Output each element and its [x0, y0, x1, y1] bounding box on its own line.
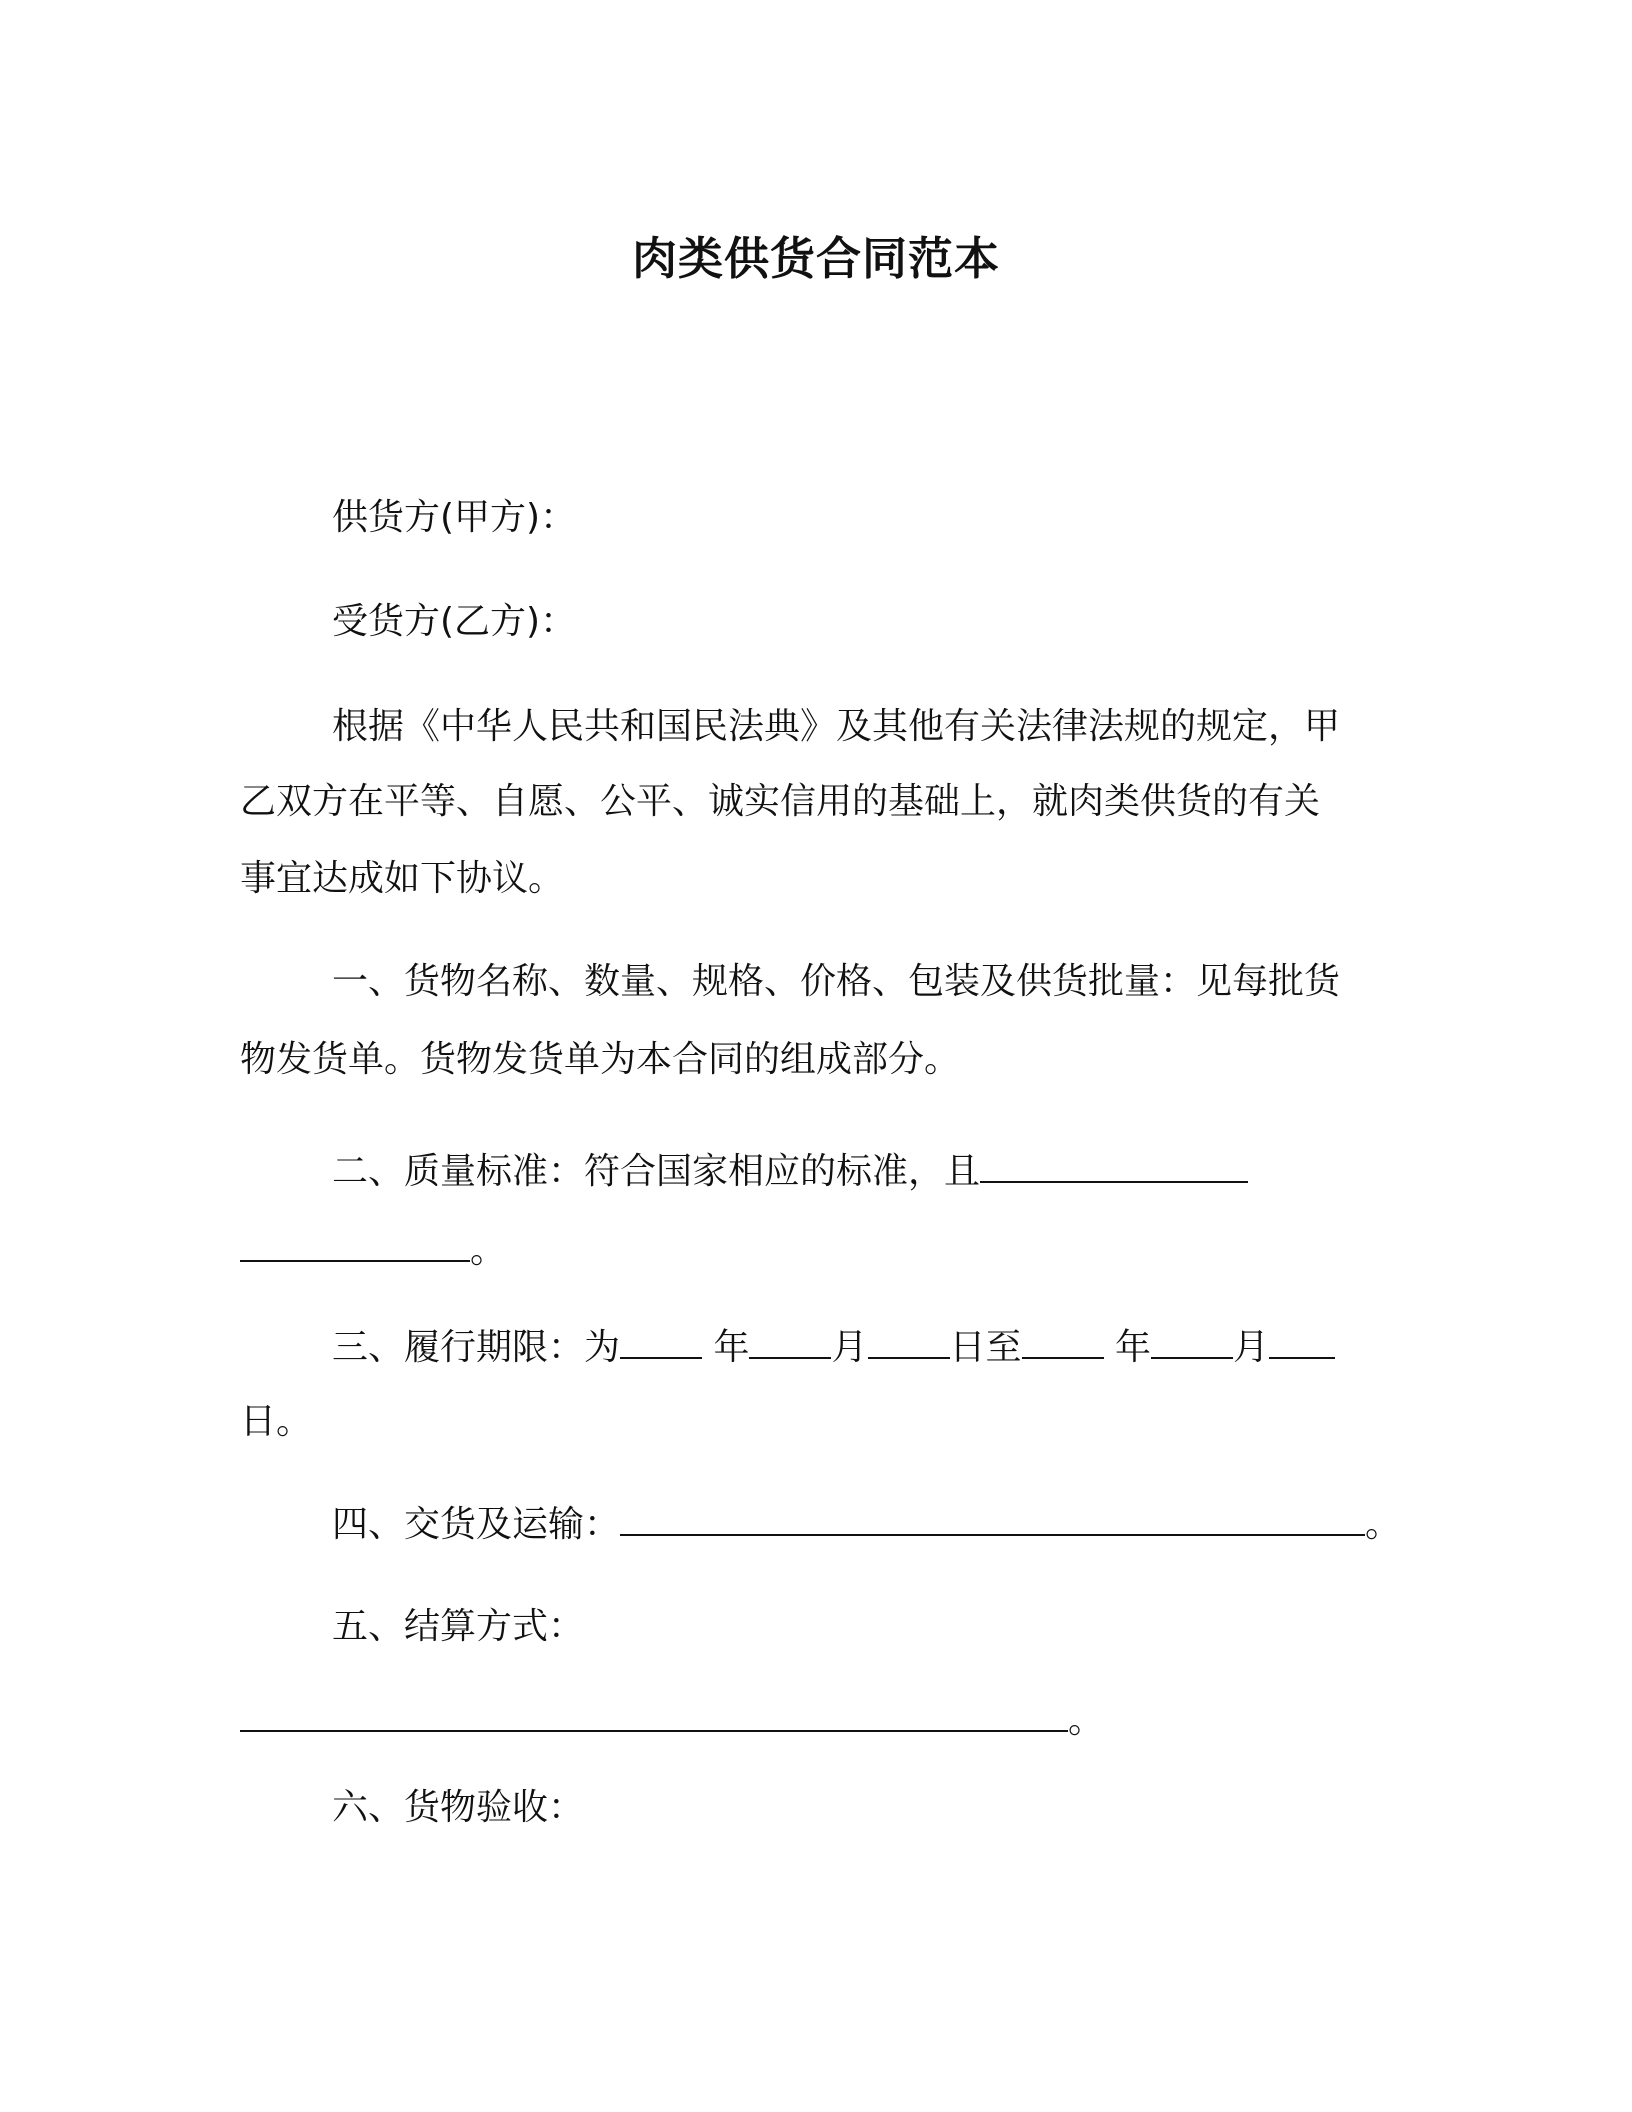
- settlement-blank[interactable]: [240, 1696, 1068, 1732]
- end-day-blank[interactable]: [1269, 1323, 1335, 1359]
- party-a-label: 供货方(甲方)：: [332, 497, 577, 538]
- preamble-line-2: 乙双方在平等、自愿、公平、诚实信用的基础上，就肉类供货的有关: [240, 781, 1321, 822]
- end-year-blank[interactable]: [1022, 1323, 1104, 1359]
- end-year-label: 年: [1114, 1327, 1151, 1368]
- start-year-label: 年: [713, 1327, 750, 1368]
- party-b-label: 受货方(乙方)：: [332, 601, 577, 642]
- clause-2-end: 。: [470, 1230, 507, 1271]
- end-month-label: 月: [1232, 1327, 1269, 1368]
- day-to-label: 日至: [949, 1327, 1022, 1368]
- clause-6-lead: 六、货物验收：: [332, 1787, 585, 1828]
- clause-2-lead: 二、质量标准：符合国家相应的标准，且: [332, 1151, 981, 1192]
- start-month-blank[interactable]: [749, 1323, 831, 1359]
- clause-4-end: 。: [1365, 1504, 1402, 1545]
- clause-5-end: 。: [1068, 1700, 1105, 1741]
- delivery-transport-blank[interactable]: [620, 1500, 1365, 1536]
- clause-3-line-2: 日。: [240, 1401, 313, 1442]
- clause-4-line: [332, 1500, 1401, 1547]
- document-title: 肉类供货合同范本: [631, 232, 1000, 285]
- clause-2-line-2: [240, 1226, 506, 1273]
- start-month-label: 月: [831, 1327, 868, 1368]
- clause-1-line-1: 一、货物名称、数量、规格、价格、包装及供货批量：见每批货: [332, 961, 1341, 1002]
- clause-1-line-2: 物发货单。货物发货单为本合同的组成部分。: [240, 1039, 961, 1080]
- end-month-blank[interactable]: [1151, 1323, 1233, 1359]
- clause-3-line-1: [332, 1323, 1335, 1370]
- clause-4-lead: 四、交货及运输：: [332, 1504, 621, 1545]
- clause-5-line-2: [240, 1696, 1104, 1743]
- start-day-blank[interactable]: [868, 1323, 950, 1359]
- start-year-blank[interactable]: [620, 1323, 702, 1359]
- quality-blank-2[interactable]: [240, 1226, 470, 1262]
- preamble-line-3: 事宜达成如下协议。: [240, 858, 565, 899]
- preamble-line-1: 根据《中华人民共和国民法典》及其他有关法律法规的规定，甲: [332, 706, 1341, 747]
- clause-2-line-1: [332, 1147, 1248, 1194]
- quality-blank-1[interactable]: [980, 1147, 1248, 1183]
- clause-3-lead: 三、履行期限：为: [332, 1327, 621, 1368]
- clause-5-lead: 五、结算方式：: [332, 1606, 585, 1647]
